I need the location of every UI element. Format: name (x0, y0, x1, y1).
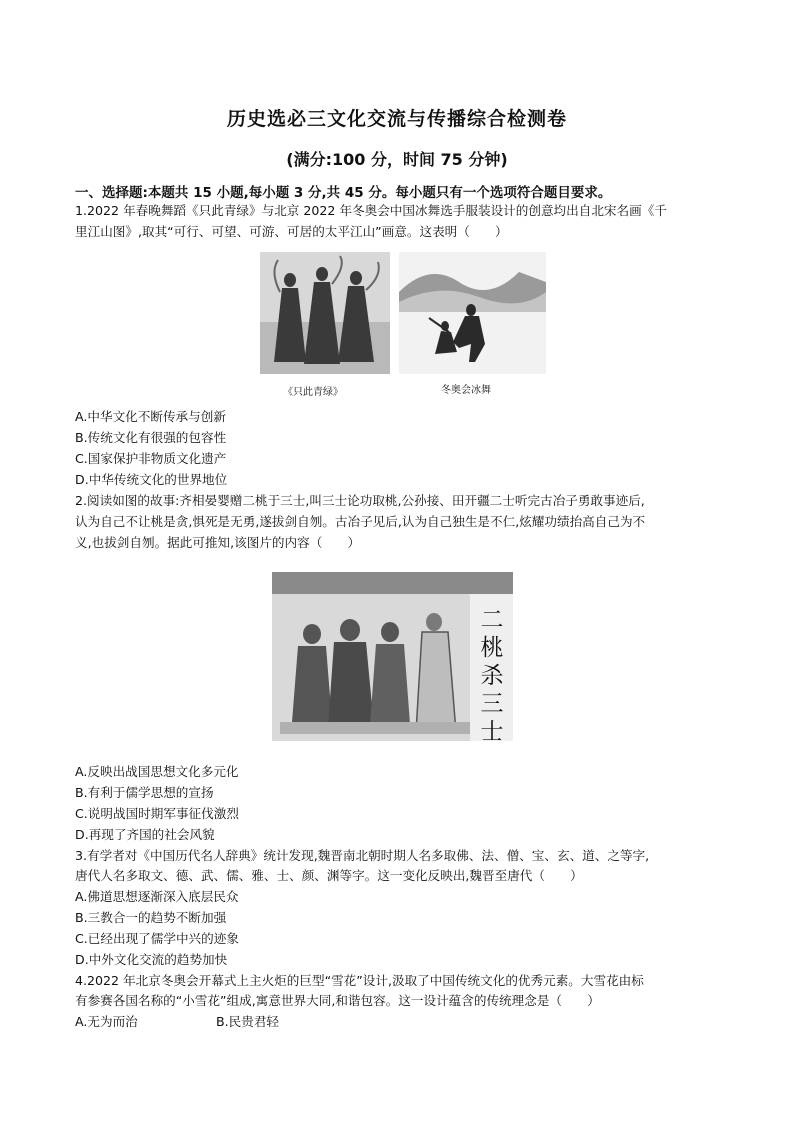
q1-option-c[interactable]: C.国家保护非物质文化遗产 (75, 451, 227, 466)
q1-option-a[interactable]: A.中华文化不断传承与创新 (75, 409, 226, 424)
exam-subtitle: (满分:100 分，时间 75 分钟) (286, 150, 508, 169)
q1-option-d[interactable]: D.中华传统文化的世界地位 (75, 472, 228, 487)
q3-option-b[interactable]: B.三教合一的趋势不断加强 (75, 910, 227, 925)
illustration-vertical-title (475, 606, 509, 746)
exam-title: 历史选必三文化交流与传播综合检测卷 (226, 108, 567, 130)
illustration-char-5: 士 (480, 719, 504, 745)
q2-option-d[interactable]: D.再现了齐国的社会风貌 (75, 827, 215, 842)
illustration-char-4: 三 (480, 691, 504, 717)
q2-option-c[interactable]: C.说明战国时期军事征伐激烈 (75, 806, 239, 821)
q3-stem-line-2: 唐代人名多取文、德、武、儒、雅、士、颜、渊等字。这一变化反映出,魏晋至唐代（ ） (75, 868, 583, 883)
caption-dance: 《只此青绿》 (283, 387, 343, 398)
ice-dance-photo (399, 252, 546, 374)
caption-ice-dance: 冬奥会冰舞 (441, 385, 491, 396)
q4-stem-line-2: 有参赛各国名称的“小雪花”组成,寓意世界大同,和谐包容。这一设计蕴含的传统理念是（ ） (75, 993, 600, 1008)
q3-option-d[interactable]: D.中外文化交流的趋势加快 (75, 952, 228, 967)
illustration-char-3: 杀 (480, 663, 504, 689)
q1-stem-line-2: 里江山图》,取其“可行、可望、可游、可居的太平江山”画意。这表明（ ） (75, 224, 508, 239)
q4-option-b[interactable]: B.民贵君轻 (216, 1014, 280, 1029)
illustration-char-1: 二 (480, 607, 504, 633)
illustration-char-2: 桃 (480, 635, 504, 661)
q4-option-a[interactable]: A.无为而治 (75, 1014, 138, 1029)
q1-stem-line-1: 1.2022 年春晚舞蹈《只此青绿》与北京 2022 年冬奥会中国冰舞选手服装设计的创意均出自北宋名画《千 (75, 203, 667, 218)
q3-stem-line-1: 3.有学者对《中国历代名人辞典》统计发现,魏晋南北朝时期人名多取佛、法、僧、宝、玄、道、之等字, (75, 848, 650, 863)
q1-option-b[interactable]: B.传统文化有很强的包容性 (75, 430, 227, 445)
dance-photo (260, 252, 390, 374)
section-header: 一、选择题:本题共 15 小题,每小题 3 分,共 45 分。每小题只有一个选项符合题目要求。 (75, 185, 612, 201)
q2-stem-line-2: 认为自己不让桃是贪,惧死是无勇,遂拔剑自刎。古冶子见后,认为自己独生是不仁,炫耀功绩抬高自己为不 (75, 514, 646, 529)
q2-stem-line-1: 2.阅读如图的故事:齐相晏婴赠二桃于三士,叫三士论功取桃,公孙接、田开疆二士听完古冶子勇敢事迹后, (75, 493, 645, 508)
q3-option-c[interactable]: C.已经出现了儒学中兴的迹象 (75, 931, 239, 946)
two-peaches-illustration (272, 572, 513, 745)
q3-option-a[interactable]: A.佛道思想逐渐深入底层民众 (75, 889, 239, 904)
q2-option-b[interactable]: B.有利于儒学思想的宣扬 (75, 785, 214, 800)
q2-stem-line-3: 义,也拔剑自刎。据此可推知,该图片的内容（ ） (75, 535, 361, 550)
q2-option-a[interactable]: A.反映出战国思想文化多元化 (75, 764, 239, 779)
q4-stem-line-1: 4.2022 年北京冬奥会开幕式上主火炬的巨型“雪花”设计,汲取了中国传统文化的优秀元素。大雪花由标 (75, 973, 644, 988)
